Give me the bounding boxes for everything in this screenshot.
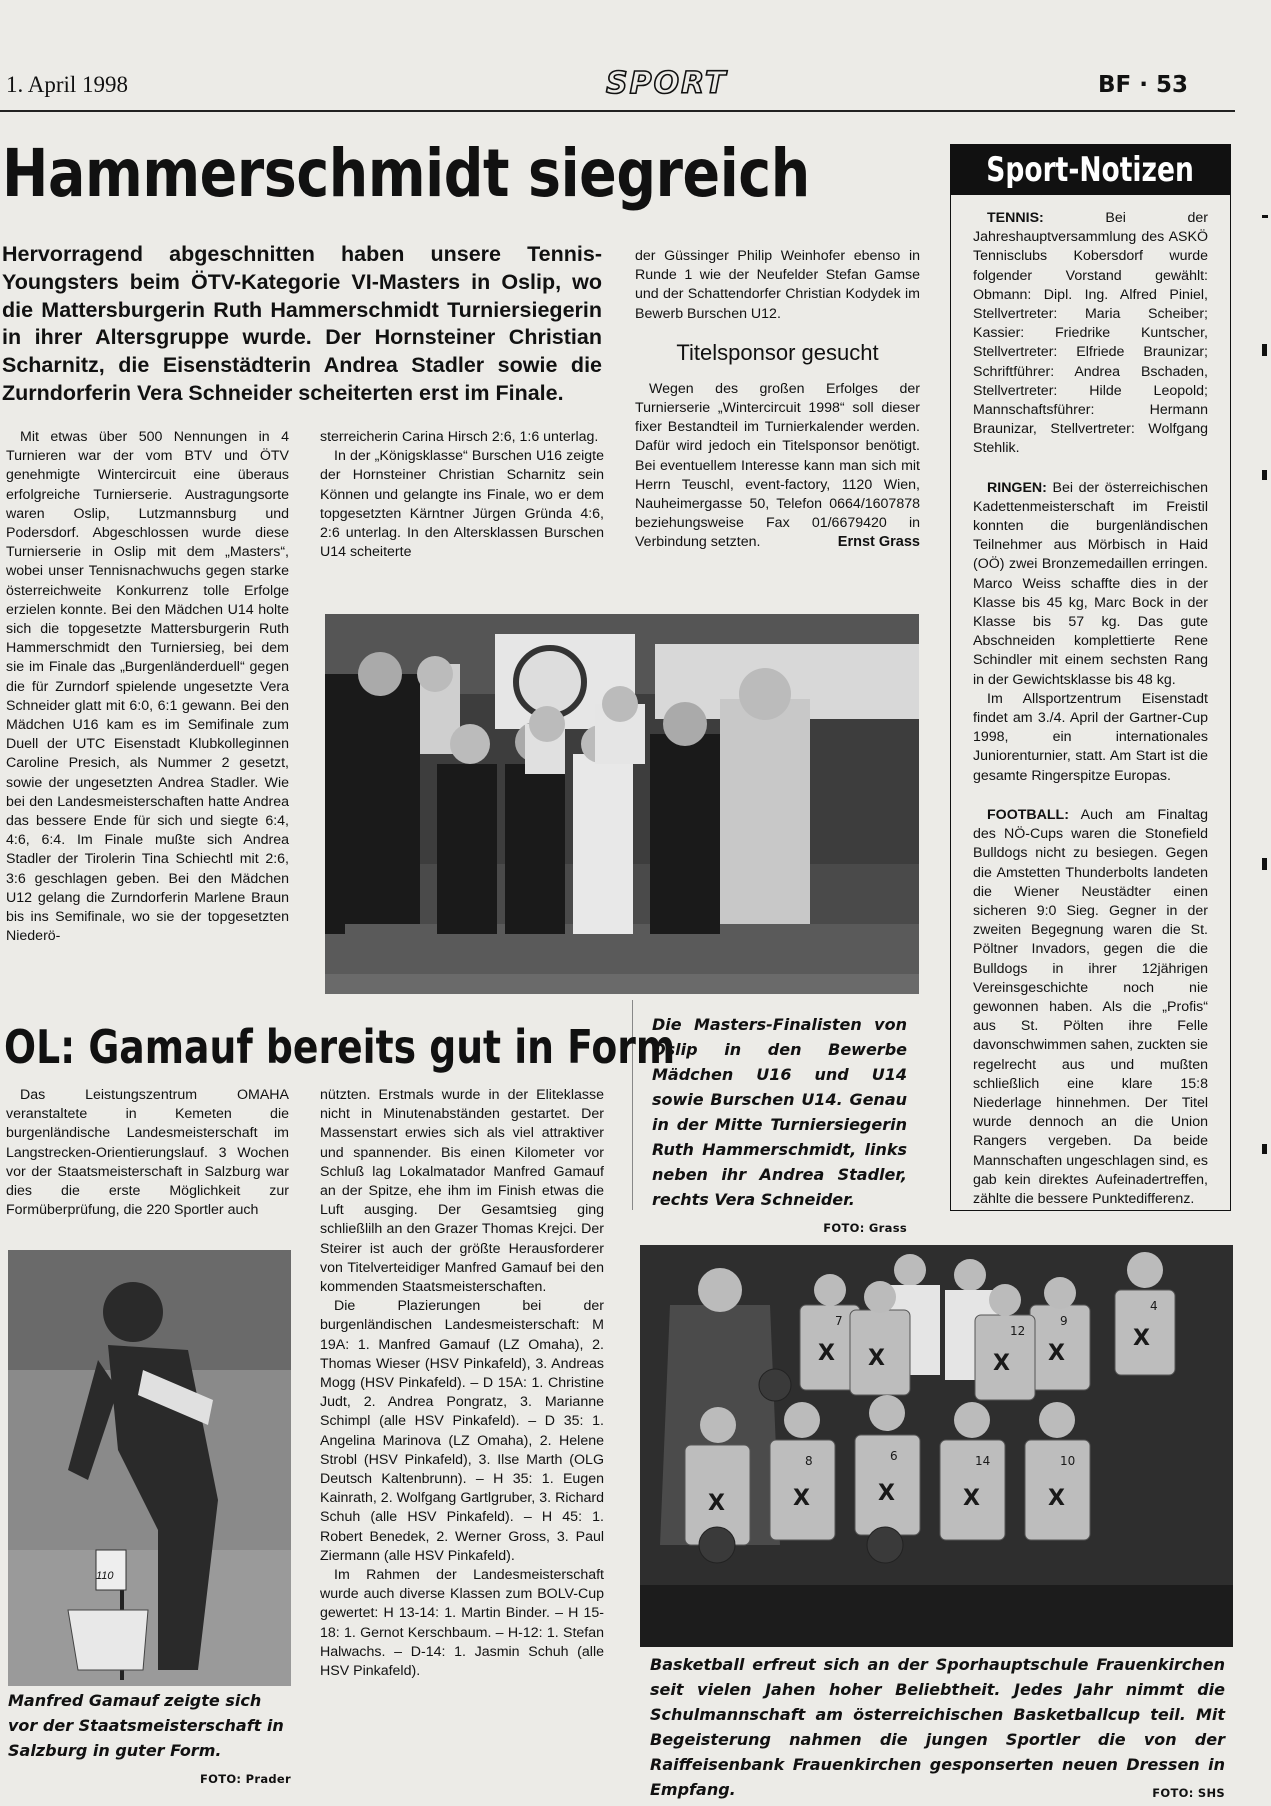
- main-col3: [635, 247, 920, 550]
- tennis-notice: [973, 209, 1208, 459]
- jersey-number-8: 10: [1060, 1454, 1076, 1468]
- jersey-number-1: 7: [835, 1314, 843, 1328]
- tennis-text: Bei der Jahreshauptversammlung des ASKÖ Tennisclubs Kobersdorf wurde folgender Vorstand gewählt: Obmann: Dipl. Ing. Alfred Piniel, Stellvertreter: Maria Scheiber; Kassier: Friedrike Kuntscher, Stellvertreter: Elfriede Braunizar; Schriftführer: Andrea Bschaden, Stellvertreter: Hilde Leopold; Mannschaftsführer: Hermann Braunizar, Stellvertreter: Wolfgang Stehlik.: [973, 210, 1208, 457]
- tennis-photo-art: [325, 614, 919, 994]
- ol-col2-p1: nützten. Erstmals wurde in der Eliteklasse nicht in Minutenabständen gestartet. Der Massenstart erwies sich als viel attraktiver und spannender. Bis einen Kilometer vor Schluß lag Lokalmatador Manfred Gamauf an der Spitze, ehe ihm im Finish etwas die Luft ausging. Der Gesamtsieg ging schließlilh an den Grazer Thomas Krejci. Der Steirer ist auch der größte Herausforderer von Titelverteidiger Manfred Gamauf bei den kommenden Staatsmeisterschaften.: [320, 1087, 604, 1296]
- ol-photo-credit: FOTO: Prader: [199, 1772, 291, 1786]
- jersey-number-4: 12: [1010, 1324, 1026, 1338]
- svg-text:X: X: [818, 1341, 835, 1366]
- ol-caption-text: Manfred Gamauf zeigte sich vor der Staatsmeisterschaft in Salzburg in guter Form.: [8, 1691, 284, 1760]
- jersey-number-2: 9: [1060, 1314, 1068, 1328]
- margin-tick: [1262, 1144, 1267, 1154]
- orienteering-photo-art: [8, 1250, 291, 1686]
- ol-col2-p3: [320, 1566, 604, 1681]
- page-number: 53: [1156, 72, 1189, 98]
- tennis-team-photo: [325, 614, 919, 994]
- ol-col2: [320, 1086, 604, 1681]
- svg-text:X: X: [993, 1351, 1010, 1376]
- ringen-notice: [973, 479, 1208, 690]
- main-col3-p1: der Güssinger Philip Weinhofer ebenso in Runde 1 wie der Neufelder Stefan Gamse und der Schattendorfer Christian Kodydek im Bewerb Burschen U12.: [635, 248, 920, 322]
- folio-dot: ·: [1139, 72, 1157, 98]
- ringen-notice-2: [973, 690, 1208, 786]
- page-date: 1. April 1998: [6, 72, 129, 97]
- svg-text:X: X: [878, 1481, 895, 1506]
- svg-text:X: X: [1048, 1486, 1065, 1511]
- ringen-text-2: Im Allsportzentrum Eisenstadt findet am 3./4. April der Gartner-Cup 1998, ein internationales Juniorenturnier, statt. Am Start ist die gesamte Ringerspitze Europas.: [973, 690, 1208, 784]
- main-col1-text: Mit etwas über 500 Nennungen in 4 Turnieren war der vom BTV und ÖTV genehmigte Wintercircuit eine überaus erfolgreiche Turnierserie. Austragungsorte waren Oslip, Lutzmannsburg und Podersdorf. Abgeschlossen wurde diese Turnierserie in Oslip mit dem „Masters“, wobei unser Tennisnachwuchs gegen starke österreichweite Konkurrenz tolle Erfolge erzielen konnte. Bei den Mädchen U14 holte sich die topgesetzte Mattersburgerin Ruth Hammerschmidt den Turniersieg, bei dem sie im Finale das „Burgenländerduell“ gegen die für Zurndorf spielende ungesetzte Vera Schneider glatt mit 6:0, 6:1 gewann. Bei den Mädchen U16 kam es im Semifinale zum Duell der UTC Eisenstadt Klubkolleginnen Caroline Presich, als Nummer 2 gesetzt, sowie der ungesetzten Andrea Stadler. Wie bei den Landesmeisterschaften hatte Andrea das bessere Ende für sich und siegte 6:4, 4:6, 6:4. Im Finale mußte sich Andrea Stadler der Tirolerin Tina Schiechtl mit 2:6, 3:6 geschlagen geben. Bei den Mädchen U12 gelang die Zurndorferin Marlene Braun bis ins Semifinale, wo sie der topgesetzten Niederö-: [6, 429, 289, 945]
- margin-tick: [1262, 215, 1268, 218]
- sidebar-body: [951, 195, 1230, 1209]
- ol-col1: [6, 1086, 289, 1220]
- main-col1: [6, 428, 289, 946]
- ringen-label: RINGEN:: [987, 479, 1047, 496]
- tennis-label: TENNIS:: [987, 210, 1044, 226]
- section-title: SPORT: [606, 66, 728, 101]
- orienteering-photo-caption: [8, 1688, 291, 1792]
- svg-text:X: X: [793, 1486, 810, 1511]
- basketball-team-photo: [640, 1245, 1233, 1647]
- margin-tick: [1262, 858, 1267, 870]
- ol-col2-p3-text: Im Rahmen der Landesmeisterschaft wurde auch diverse Klassen zum BOLV-Cup gewertet: H 13-14: 1. Martin Binder. – H 15-18: 1. Gernot Kerschbaum. – H-12: 1. Stefan Halwachs. – D-14: 1. Jasmin Schuh (alle HSV Pinkafeld).: [320, 1567, 604, 1680]
- orienteering-photo: [8, 1250, 291, 1686]
- main-col2-p2: [320, 447, 604, 562]
- sidebar-title: Sport-Notizen: [986, 150, 1195, 190]
- svg-text:X: X: [1133, 1326, 1150, 1351]
- main-col2-p2-text: In der „Königsklasse“ Burschen U16 zeigte der Hornsteiner Christian Scharnitz sein Können und gelangte ins Finale, wo er dem topgesetzten Kärntner Jürgen Gründa 4:6, 2:6 unterlag. In den Altersklassen Burschen U14 scheiterte: [320, 448, 604, 561]
- jersey-number-3: 4: [1150, 1299, 1158, 1313]
- main-col2: [320, 428, 604, 562]
- svg-text:X: X: [963, 1486, 980, 1511]
- basketball-caption-text: Basketball erfreut sich an der Sporhauptschule Frauenkirchen seit vielen Jahen hoher Beliebtheit. Jedes Jahr nimmt die Schulmannschaft am österreichischen Basketballcup teil. Mit Begeisterung nahmen die jungen Sportler die von der Raiffeisenbank Frauenkirchen gesponserten neuen Dressen in Empfang.: [650, 1655, 1225, 1799]
- margin-tick: [1262, 470, 1267, 480]
- ol-col1-text: Das Leistungszentrum OMAHA veranstaltete in Kemeten die burgenländische Landesmeisterschaft im Langstrecken-Orientierungslauf. 3 Wochen vor der Staatsmeisterschaft in Salzburg war dies die erste Möglichkeit zur Formüberprüfung, die 220 Sportler auch: [6, 1087, 289, 1219]
- tennis-photo-caption: [652, 1012, 907, 1241]
- jersey-number-5: 8: [805, 1454, 813, 1468]
- main-col3-p2: [635, 380, 920, 553]
- main-lead: Hervorragend abgeschnitten haben unsere Tennis-Youngsters beim ÖTV-Kategorie VI-Masters in Oslip, wo die Mattersburgerin Ruth Hammerschmidt Turniersiegerin in ihrer Altersgruppe wurde. Der Hornsteiner Christian Scharnitz, die Eisenstädterin Andrea Stadler sowie die Zurndorferin Vera Schneider scheiterten erst im Finale.: [2, 242, 602, 405]
- main-headline: Hammerschmidt siegreich: [2, 135, 810, 212]
- margin-tick: [1262, 344, 1267, 356]
- basketball-photo-caption: [650, 1652, 1225, 1806]
- football-label: FOOTBALL:: [987, 806, 1069, 823]
- ol-headline: OL: Gamauf bereits gut in Form: [4, 1020, 676, 1074]
- main-col2-p1: sterreicherin Carina Hirsch 2:6, 1:6 unterlag.: [320, 429, 599, 445]
- ol-col2-p2: [320, 1297, 604, 1566]
- basketball-photo-credit: FOTO: SHS: [1152, 1786, 1225, 1800]
- jersey-number-7: 14: [975, 1454, 991, 1468]
- tennis-photo-credit: FOTO: Grass: [823, 1221, 907, 1235]
- ringen-text: Bei der österreichischen Kadettenmeisterschaft im Freistil konnten die burgenländischen Teilnehmer aus Mörbisch in Haid (OÖ) zwei Bronzemedaillen erringen. Marco Weiss schaffte dies in der Klasse bis 45 kg, Marc Bock in der Klasse bis 57 kg. Das gute Abschneiden komplettierte Rene Schindler mit einem sechsten Rang in der Gewichtsklasse bis 48 kg.: [973, 479, 1208, 688]
- svg-text:X: X: [708, 1491, 725, 1516]
- svg-text:X: X: [868, 1346, 885, 1371]
- sidebar-title-bar: [951, 145, 1230, 195]
- header-rule: [0, 110, 1235, 112]
- paper-abbrev: BF: [1098, 72, 1132, 98]
- article-author: Ernst Grass: [837, 533, 920, 550]
- sponsor-subhead: Titelsponsor gesucht: [676, 339, 879, 365]
- football-notice: [973, 806, 1208, 1209]
- svg-text:X: X: [1048, 1341, 1065, 1366]
- control-flag-label: 110: [96, 1570, 114, 1582]
- sport-notizen-box: [950, 144, 1231, 1211]
- tennis-caption-text: Die Masters-Finalisten von Oslip in den Bewerbe Mädchen U16 und U14 sowie Burschen U14. Genau in der Mitte Turniersiegerin Ruth Hammerschmidt, links neben ihr Andrea Stadler, rechts Vera Schneider.: [652, 1015, 907, 1209]
- ol-col2-p2-text: Die Plazierungen bei der burgenländischen Landesmeisterschaft: M 19A: 1. Manfred Gamauf (LZ Omaha), 2. Thomas Wieser (HSV Pinkafeld), 3. Andreas Mogg (HSV Pinkafeld). – D 15A: 1. Christine Judt, 2. Andrea Pongratz, 3. Marianne Schimpl (alle HSV Pinkafeld). – D 35: 1. Angelina Marinova (LZ Omaha), 2. Helene Strobl (HSV Pinkafeld), 3. Ilse Marth (OLG Deutsch Kaltenbrunn). – H 35: 1. Eugen Kainrath, 2. Wolfgang Gartlgruber, 3. Richard Schuh (alle HSV Pinkafeld). – H 45: 1. Robert Benedek, 2. Werner Gross, 3. Paul Ziermann (alle HSV Pinkafeld).: [320, 1298, 604, 1564]
- basketball-photo-art: [640, 1245, 1233, 1647]
- page-folio: [1098, 72, 1188, 98]
- football-text: Auch am Finaltag des NÖ-Cups waren die Stonefield Bulldogs nicht zu besiegen. Gegen die Amstetten Thunderbolts landeten die Wiener Neustädter einen sicheren 9:0 Sieg. Gegner in der zweiten Begegnung waren die St. Pöltner Invadors, gegen die die Bulldogs in ihrer 12jährigen Vereinsgeschichte noch nie gewonnen haben. Als die „Profis“ aus St. Pölten ihre Felle davonschwimmen sahen, zuckten sie regelrecht aus und mußten schließlich eine klare 15:8 Niederlage hinnehmen. Der Titel wurde dennoch an die Union Rangers vergeben. Da beide Mannschaften ungeschlagen sind, es gab kein direktes Aufeinadertreffen, zählte die bessere Punktedifferenz.: [973, 806, 1209, 1207]
- main-col3-p2-text: Wegen des großen Erfolges der Turnierserie „Wintercircuit 1998“ soll dieser fixer Bestandteil im Turnierkalender werden. Dafür wird jedoch ein Titelsponsor benötigt. Bei eventuellem Interesse kann man sich mit Herrn Teuschl, event-factory, 1120 Wien, Nauheimergasse 50, Telefon 0664/1607878 beziehungsweise Fax 01/6679420 in Verbindung setzten.: [635, 380, 920, 551]
- jersey-number-6: 6: [890, 1449, 898, 1463]
